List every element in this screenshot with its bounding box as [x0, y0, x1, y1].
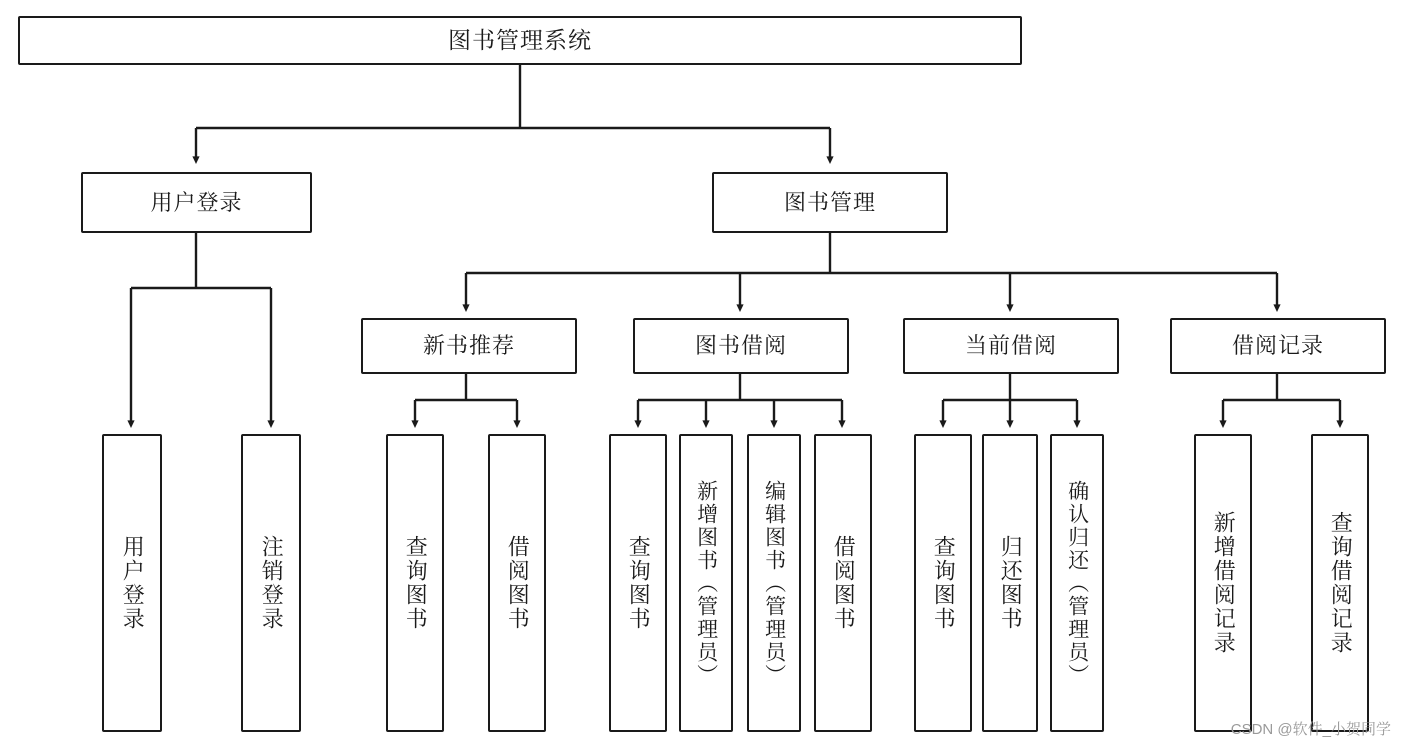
leaf-logout-label: 注销登录 [259, 535, 285, 631]
leaf-logout[interactable] [241, 434, 301, 732]
watermark-text: CSDN @软件_小贺同学 [1230, 721, 1391, 738]
node-new-book-recommend-label: 新书推荐 [422, 333, 515, 359]
node-borrow-record-label: 借阅记录 [1231, 333, 1324, 359]
leaf-edit-book-admin-label: 编辑图书（管理员） [762, 479, 786, 687]
leaf-user-login-label: 用户登录 [120, 535, 146, 631]
leaf-confirm-return-admin[interactable] [1050, 434, 1104, 732]
leaf-confirm-return-admin-label: 确认归还（管理员） [1065, 479, 1089, 687]
leaf-query-book-current-label: 查询图书 [931, 535, 957, 631]
node-new-book-recommend[interactable] [361, 318, 577, 374]
leaf-borrow-book-label: 借阅图书 [831, 535, 857, 631]
leaf-add-book-admin[interactable] [679, 434, 733, 732]
node-book-management-label: 图书管理 [783, 189, 876, 215]
node-book-borrow-label: 图书借阅 [694, 333, 787, 359]
leaf-return-book[interactable] [982, 434, 1038, 732]
leaf-user-login[interactable] [102, 434, 162, 732]
leaf-query-book-borrow[interactable] [609, 434, 667, 732]
leaf-query-book-current[interactable] [914, 434, 972, 732]
leaf-query-book-recommend[interactable] [386, 434, 444, 732]
leaf-borrow-book-recommend-label: 借阅图书 [505, 535, 531, 631]
node-current-borrow[interactable] [903, 318, 1119, 374]
leaf-edit-book-admin[interactable] [747, 434, 801, 732]
leaf-borrow-book-recommend[interactable] [488, 434, 546, 732]
node-borrow-record[interactable] [1170, 318, 1386, 374]
leaf-add-borrow-record-label: 新增借阅记录 [1211, 511, 1237, 655]
node-book-management[interactable] [712, 172, 948, 233]
leaf-borrow-book[interactable] [814, 434, 872, 732]
node-root-label: 图书管理系统 [448, 27, 592, 54]
node-current-borrow-label: 当前借阅 [964, 333, 1057, 359]
leaf-query-book-borrow-label: 查询图书 [626, 535, 652, 631]
node-user-login[interactable] [81, 172, 312, 233]
leaf-query-borrow-record-label: 查询借阅记录 [1328, 511, 1354, 655]
leaf-query-book-recommend-label: 查询图书 [403, 535, 429, 631]
leaf-query-borrow-record[interactable] [1311, 434, 1369, 732]
leaf-add-book-admin-label: 新增图书（管理员） [694, 479, 718, 687]
leaf-add-borrow-record[interactable] [1194, 434, 1252, 732]
node-book-borrow[interactable] [633, 318, 849, 374]
node-root[interactable] [18, 16, 1022, 65]
node-user-login-label: 用户登录 [150, 189, 243, 215]
leaf-return-book-label: 归还图书 [998, 535, 1024, 631]
